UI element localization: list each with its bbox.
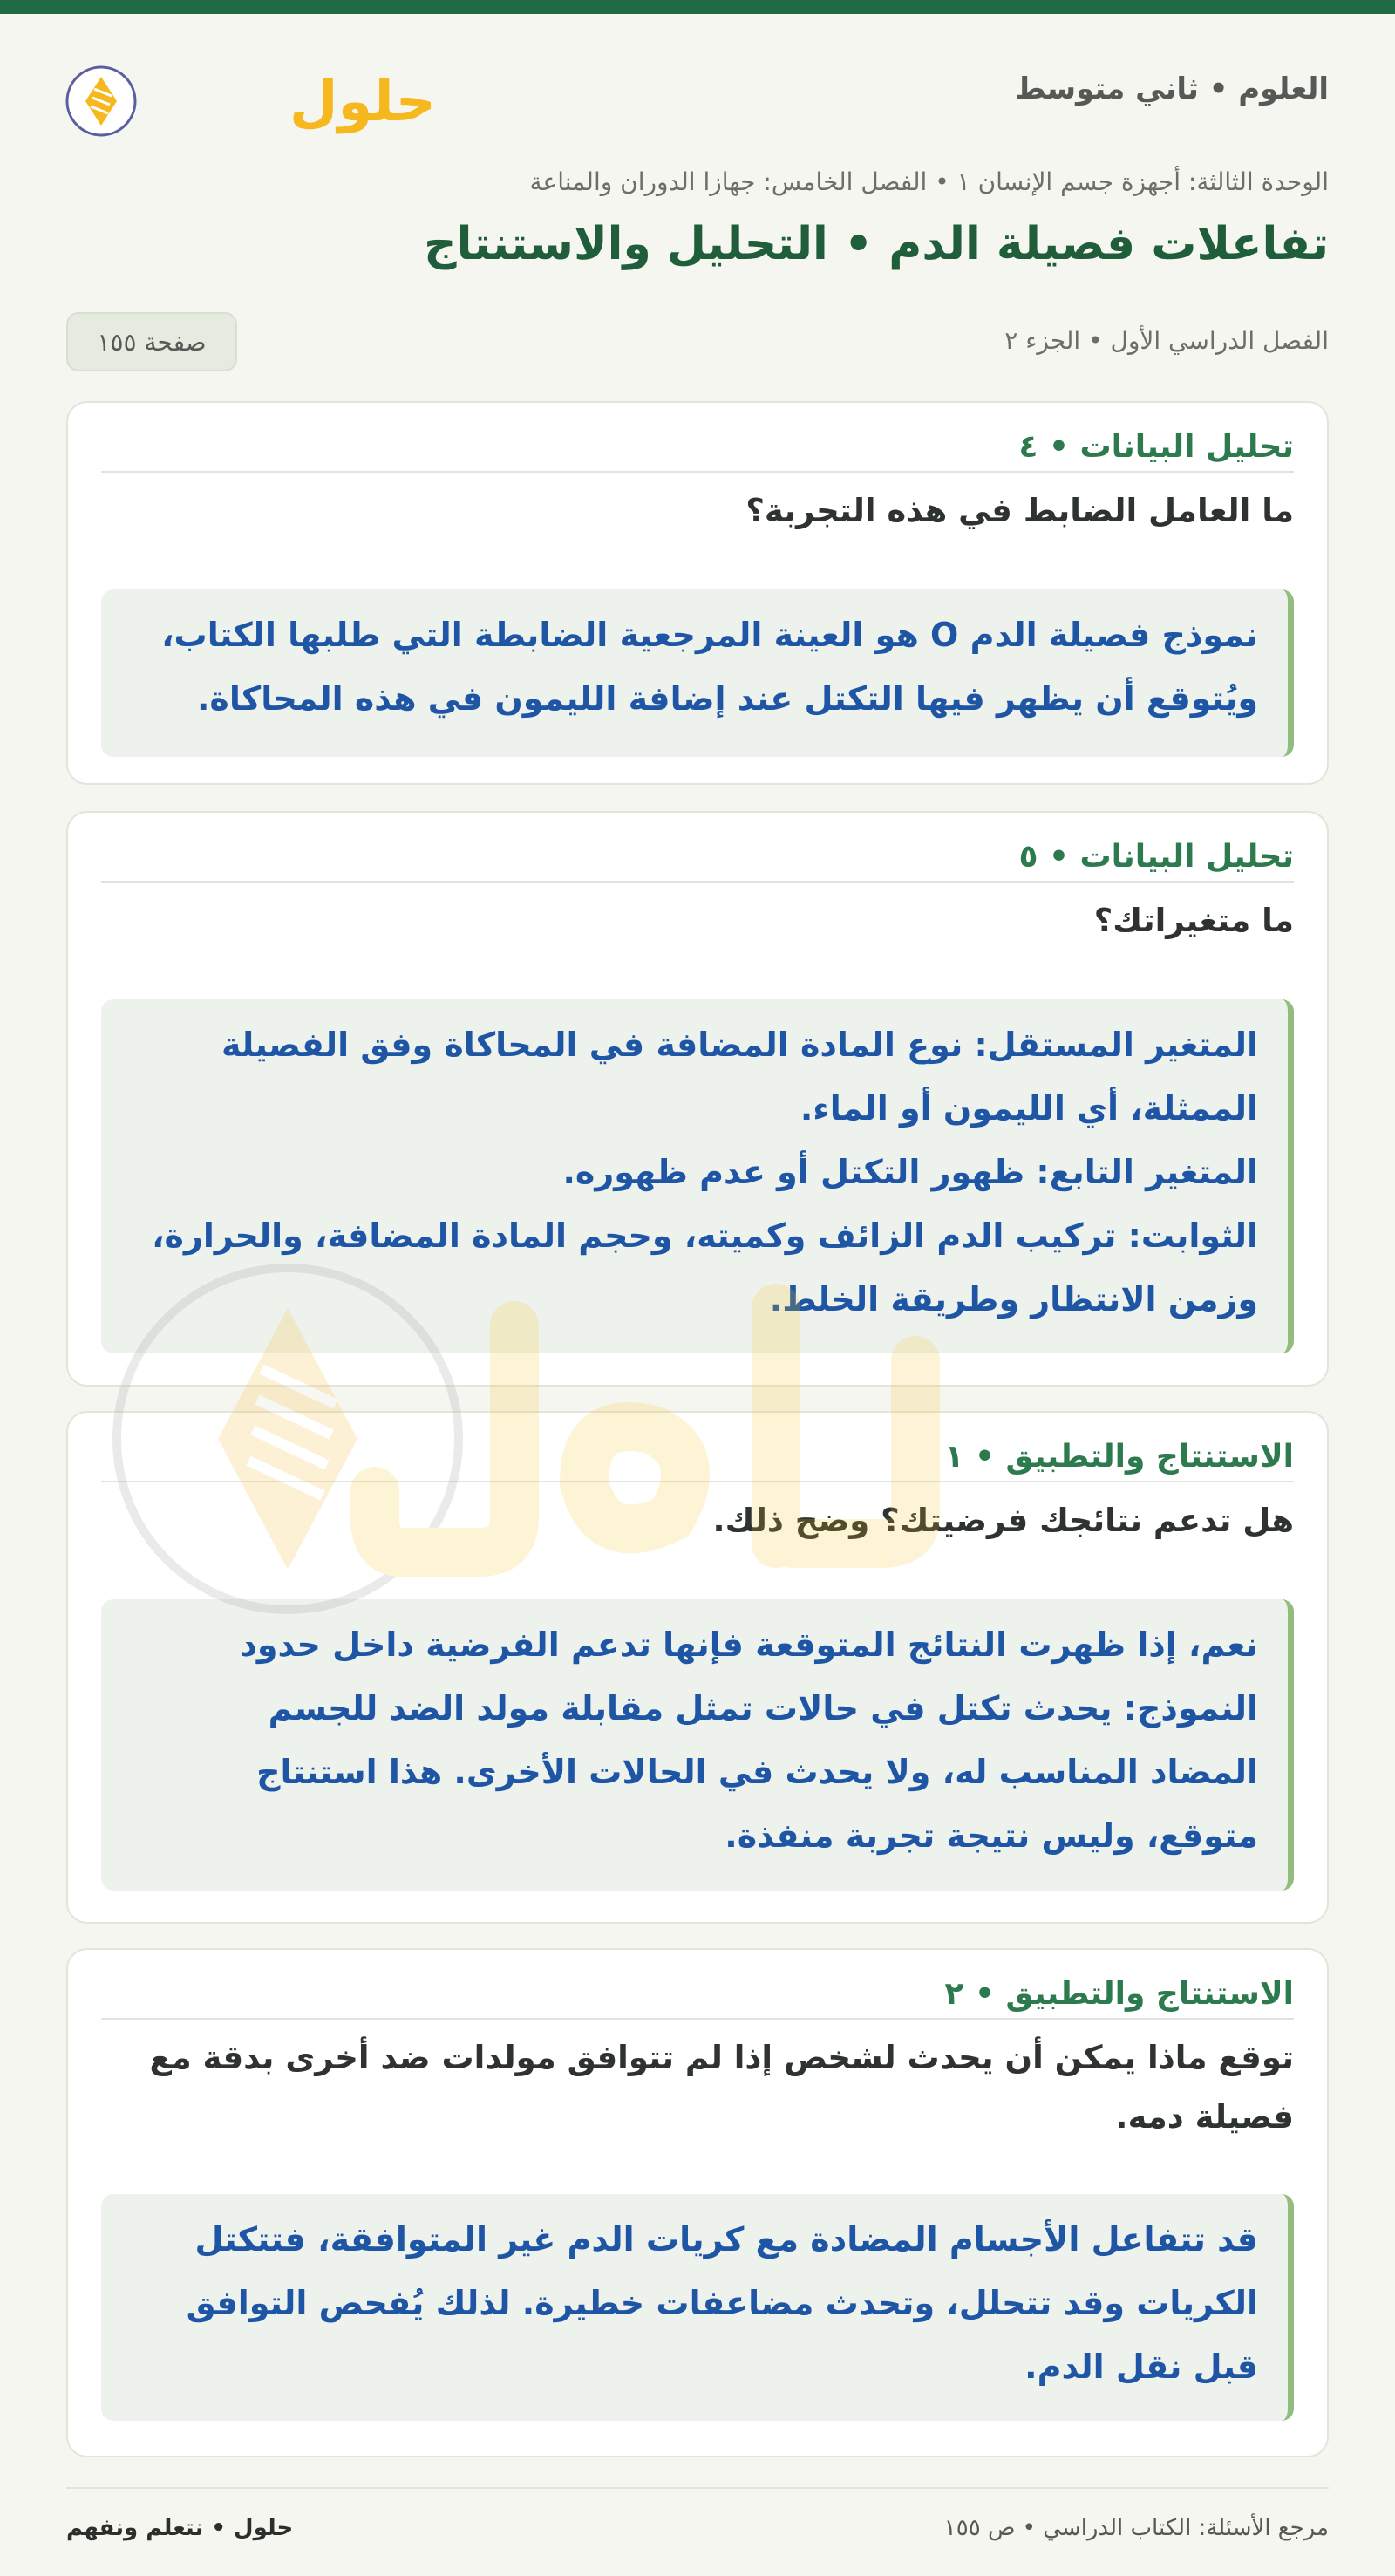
answer-line: المضاد المناسب له، ولا يحدث في الحالات الأخرى. هذا استنتاج bbox=[256, 1753, 1258, 1791]
answer-box bbox=[101, 589, 1294, 757]
answer-line: النموذج: يحدث تكتل في حالات تمثل مقابلة مولد الضد للجسم bbox=[268, 1689, 1258, 1728]
page-title: تفاعلات فصيلة الدم • التحليل والاستنتاج bbox=[424, 218, 1329, 270]
question-line: هل تدعم نتائجك فرضيتك؟ وضح ذلك. bbox=[712, 1502, 1294, 1539]
card-header bbox=[101, 834, 1294, 883]
question-card bbox=[66, 1411, 1329, 1924]
card-title: الاستنتاج والتطبيق • ٢ bbox=[944, 1976, 1294, 2012]
site-logo[interactable] bbox=[66, 51, 436, 147]
question-text bbox=[101, 1491, 1294, 1550]
card-title: تحليل البيانات • ٥ bbox=[1018, 839, 1294, 875]
card-header bbox=[101, 1971, 1294, 2020]
question-line: توقع ماذا يمكن أن يحدث لشخص إذا لم تتوافق مولدات ضد أخرى بدقة مع bbox=[149, 2039, 1294, 2076]
question-text bbox=[101, 891, 1294, 951]
footer-reference: مرجع الأسئلة: الكتاب الدراسي • ص ١٥٥ bbox=[943, 2515, 1329, 2541]
subject-label: العلوم • ثاني متوسط bbox=[1015, 72, 1329, 106]
page-number-badge: صفحة ١٥٥ bbox=[66, 312, 237, 371]
card-title: تحليل البيانات • ٤ bbox=[1018, 429, 1294, 465]
question-text bbox=[101, 481, 1294, 541]
question-card bbox=[66, 811, 1329, 1387]
question-text bbox=[101, 2028, 1294, 2147]
logo-text: حلول bbox=[289, 70, 436, 134]
answer-box bbox=[101, 2194, 1294, 2421]
question-line: ما العامل الضابط في هذه التجربة؟ bbox=[745, 492, 1294, 529]
answer-line: الثوابت: تركيب الدم الزائف وكميته، وحجم المادة المضافة، والحرارة، bbox=[152, 1216, 1258, 1255]
card-header bbox=[101, 424, 1294, 473]
card-header bbox=[101, 1434, 1294, 1482]
term-label: الفصل الدراسي الأول • الجزء ٢ bbox=[1004, 326, 1329, 355]
card-title: الاستنتاج والتطبيق • ١ bbox=[944, 1439, 1294, 1475]
question-card bbox=[66, 1948, 1329, 2457]
breadcrumb: الوحدة الثالثة: أجهزة جسم الإنسان ١ • الفصل الخامس: جهازا الدوران والمناعة bbox=[529, 167, 1329, 196]
page-footer bbox=[66, 2487, 1329, 2541]
answer-line: المتغير المستقل: نوع المادة المضافة في المحاكاة وفق الفصيلة bbox=[221, 1026, 1258, 1064]
answer-line: متوقع، وليس نتيجة تجربة منفذة. bbox=[725, 1816, 1258, 1855]
top-accent-bar bbox=[0, 0, 1395, 14]
answer-line: ويُتوقع أن يظهر فيها التكتل عند إضافة الليمون في هذه المحاكاة. bbox=[196, 679, 1258, 718]
answer-line: قبل نقل الدم. bbox=[1024, 2348, 1258, 2386]
answer-line: المتغير التابع: ظهور التكتل أو عدم ظهوره. bbox=[562, 1153, 1258, 1191]
answer-box bbox=[101, 999, 1294, 1353]
answer-line: قد تتفاعل الأجسام المضادة مع كريات الدم غير المتوافقة، فتتكتل bbox=[194, 2220, 1258, 2259]
answer-line: وزمن الانتظار وطريقة الخلط. bbox=[769, 1280, 1258, 1319]
question-line: فصيلة دمه. bbox=[1115, 2098, 1294, 2136]
question-line: ما متغيراتك؟ bbox=[1093, 902, 1294, 939]
page-header bbox=[66, 51, 1329, 147]
answer-line: نعم، إذا ظهرت النتائج المتوقعة فإنها تدعم الفرضية داخل حدود bbox=[240, 1625, 1258, 1664]
answer-line: الكريات وقد تتحلل، وتحدث مضاعفات خطيرة. لذلك يُفحص التوافق bbox=[186, 2284, 1258, 2322]
footer-brand: حلول • نتعلم ونفهم bbox=[66, 2515, 294, 2541]
answer-line: نموذج فصيلة الدم O هو العينة المرجعية الضابطة التي طلبها الكتاب، bbox=[161, 616, 1258, 654]
answer-box bbox=[101, 1599, 1294, 1891]
answer-line: الممثلة، أي الليمون أو الماء. bbox=[800, 1089, 1258, 1128]
question-card bbox=[66, 401, 1329, 785]
